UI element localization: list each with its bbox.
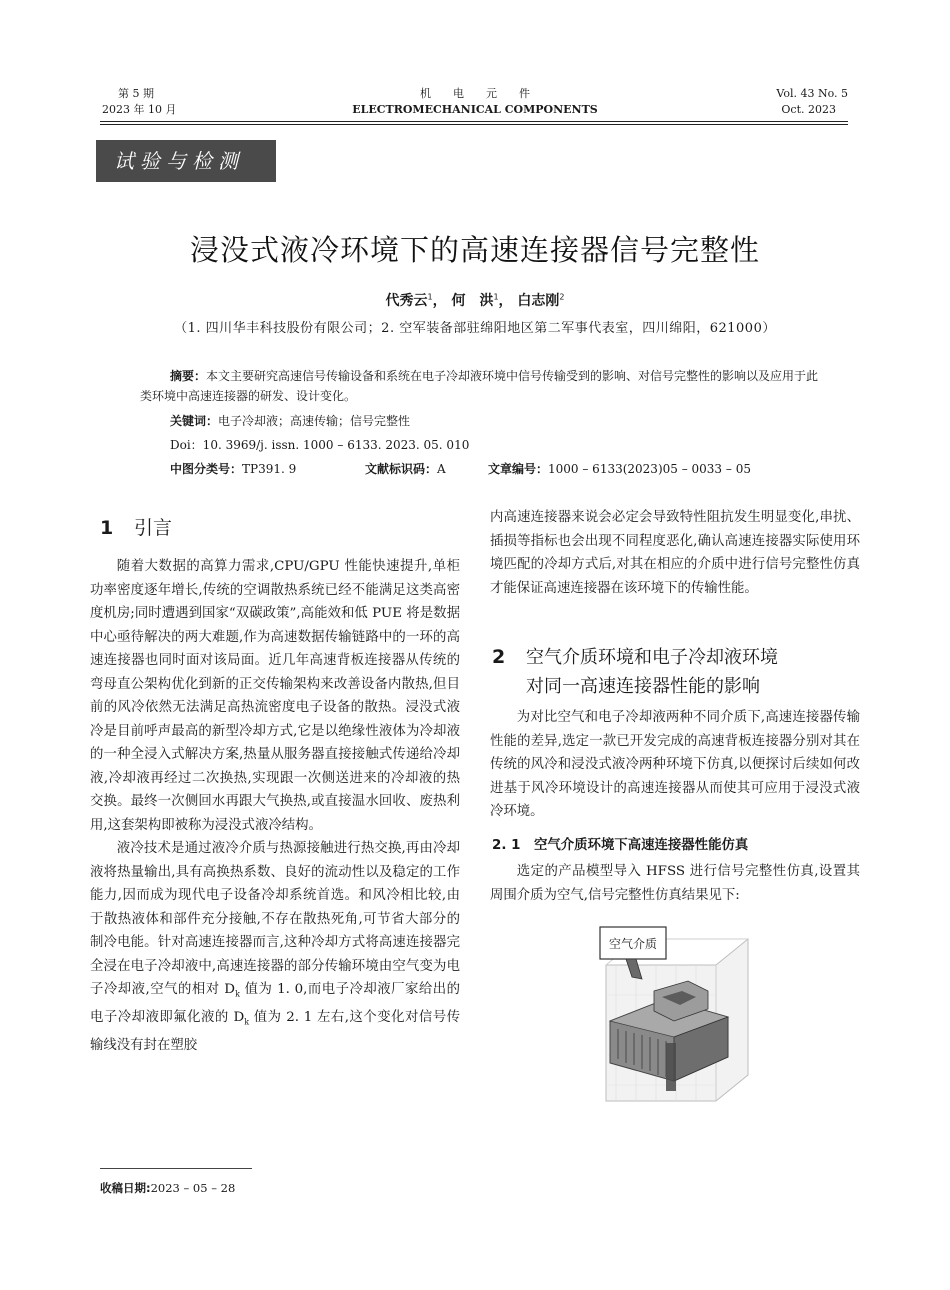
paragraph-text: 值为 2. 1 左右,这个变化对信号传输线没有封在塑胶 [90, 1010, 460, 1054]
header-rule [100, 121, 848, 122]
paragraph-text: 值为 1. 0,而电子冷却液厂家给出的电子冷却液即氟化液的 D [90, 982, 461, 1026]
simulation-figure [596, 925, 760, 1109]
header-rule-2 [100, 124, 848, 125]
section-1-heading [100, 514, 172, 542]
keywords-label: 关键词： [170, 414, 219, 428]
section-1-number: 1 [100, 517, 114, 539]
author-separator: ， [498, 293, 513, 309]
keywords [170, 412, 410, 430]
subscript: k [244, 1017, 250, 1027]
author-3: 白志刚 [517, 293, 560, 309]
volume-info: Vol. 43 No. 5 [776, 87, 848, 100]
right-column-top [490, 506, 860, 600]
abstract [140, 366, 820, 406]
doc-code [365, 460, 446, 478]
paragraph: 随着大数据的高算力需求,CPU/GPU 性能快速提升,单柜功率密度逐年增长,传统的空调散热系统已经不能满足这类高密度机房;同时遭遇到国家“双碳政策”,高能效和低 PUE 将是数据中心亟待解决的两大难题,作为高速数据传输链路中的一环的高速连接器也同时面对该局面。近几年高速背板连接器从传统的弯母直公架构优化到新的正交传输架构来改善设备内散热,但目前的风冷依然无法满足高热流密度电子设备的散热。浸没式液冷是目前呼声最高的新型冷却方式,它是以绝缘性液体为冷却液的一种全浸入式解决方案,热量从服务器直接接触式传递给冷却液,冷却液再经过二次换热,实现跟一次侧送进来的冷却液的热交换。最终一次侧回水再跟大气换热,或直接温水回收、废热利用,这套架构即被称为浸没式液冷结构。 [90, 559, 460, 833]
callout-label: 空气介质 [608, 937, 658, 951]
article-label: 文章编号： [488, 462, 549, 476]
subsection-title: 空气介质环境下高速连接器性能仿真 [534, 838, 749, 853]
section-2-heading [492, 643, 852, 701]
keywords-text: 电子冷却液；高速传输；信号完整性 [218, 414, 411, 428]
author-separator: ， [432, 293, 447, 309]
issue-date: 2023 年 10 月 [102, 103, 177, 116]
connector-model-illustration [596, 925, 760, 1109]
issue-number: 第 5 期 [118, 87, 154, 100]
abstract-text: 本文主要研究高速信号传输设备和系统在电子冷却液环境中信号传输受到的影响、对信号完整性的影响以及应用于此类环境中高速连接器的研发、设计变化。 [140, 369, 819, 403]
section-1-title: 引言 [134, 517, 173, 539]
paragraph [90, 837, 460, 1058]
author-line [0, 290, 950, 310]
right-column-bottom [490, 860, 860, 907]
right-column-mid [490, 706, 860, 824]
subsection-number: 2. 1 [492, 838, 521, 853]
paragraph: 为对比空气和电子冷却液两种不同介质下,高速连接器传输性能的差异,选定一款已开发完成的高速背板连接器分别对其在传统的风冷和浸没式液冷两种环境下仿真,以便探讨后续如何改进基于风冷环境设计的高速连接器从而使其可应用于浸没式液冷环境。 [490, 710, 860, 819]
doc-value: A [437, 462, 446, 476]
clc-number [170, 460, 296, 478]
article-number [488, 460, 751, 478]
paper-title: 浸没式液冷环境下的高速连接器信号完整性 [189, 233, 760, 267]
affiliation: （1. 四川华丰科技股份有限公司；2. 空军装备部驻绵阳地区第二军事代表室，四川绵阳，621000） [174, 321, 776, 336]
left-column [90, 555, 460, 1058]
month-en: Oct. 2023 [781, 103, 836, 116]
footnote-rule [100, 1168, 252, 1169]
doi: Doi：10. 3969/j. issn. 1000 – 6133. 2023. 05. 010 [170, 438, 470, 452]
paragraph-text: 液冷技术是通过液冷介质与热源接触进行热交换,再由冷却液将热量输出,具有高换热系数、良好的流动性以及稳定的工作能力,因而成为现代电子设备冷却系统首选。和风冷相比较,由于散热液体和部件充分接触,不存在散热死角,可节省大部分的制冷电能。针对高速连接器而言,这种冷却方式将高速连接器完全浸在电子冷却液中,高速连接器的部分传输环境由空气变为电子冷却液,空气的相对 D [90, 841, 460, 997]
author-1: 代秀云 [385, 293, 428, 309]
received-label: 收稿日期: [100, 1181, 151, 1195]
article-value: 1000 – 6133(2023)05 – 0033 – 05 [548, 462, 751, 476]
journal-name-cn: 机 电 元 件 [420, 87, 530, 100]
author-1-affil: 1 [427, 292, 433, 302]
clc-value: TP391. 9 [242, 462, 297, 476]
author-3-affil: 2 [559, 292, 565, 302]
subsection-2-1-heading [492, 834, 748, 853]
received-date [100, 1180, 235, 1196]
author-2-affil: 1 [493, 292, 499, 302]
received-value: 2023 – 05 – 28 [150, 1181, 236, 1195]
paragraph: 选定的产品模型导入 HFSS 进行信号完整性仿真,设置其周围介质为空气,信号完整性仿真结果见下: [490, 864, 860, 903]
clc-label: 中图分类号： [170, 462, 243, 476]
subscript: k [235, 989, 240, 999]
author-2: 何 洪 [451, 293, 494, 309]
section-label: 试验与检测 [96, 140, 276, 182]
section-2-title-line2: 对同一高速连接器性能的影响 [526, 676, 760, 697]
abstract-label: 摘要： [170, 369, 207, 383]
section-2-title-line1: 空气介质环境和电子冷却液环境 [526, 647, 778, 668]
journal-name-en: ELECTROMECHANICAL COMPONENTS [352, 103, 598, 116]
section-2-number: 2 [492, 646, 506, 668]
doc-label: 文献标识码： [365, 462, 438, 476]
paragraph: 内高速连接器来说会必定会导致特性阻抗发生明显变化,串扰、插损等指标也会出现不同程度恶化,确认高速连接器实际使用环境匹配的冷却方式后,对其在相应的介质中进行信号完整性仿真才能保证高速连接器在该环境下的传输性能。 [490, 510, 860, 596]
